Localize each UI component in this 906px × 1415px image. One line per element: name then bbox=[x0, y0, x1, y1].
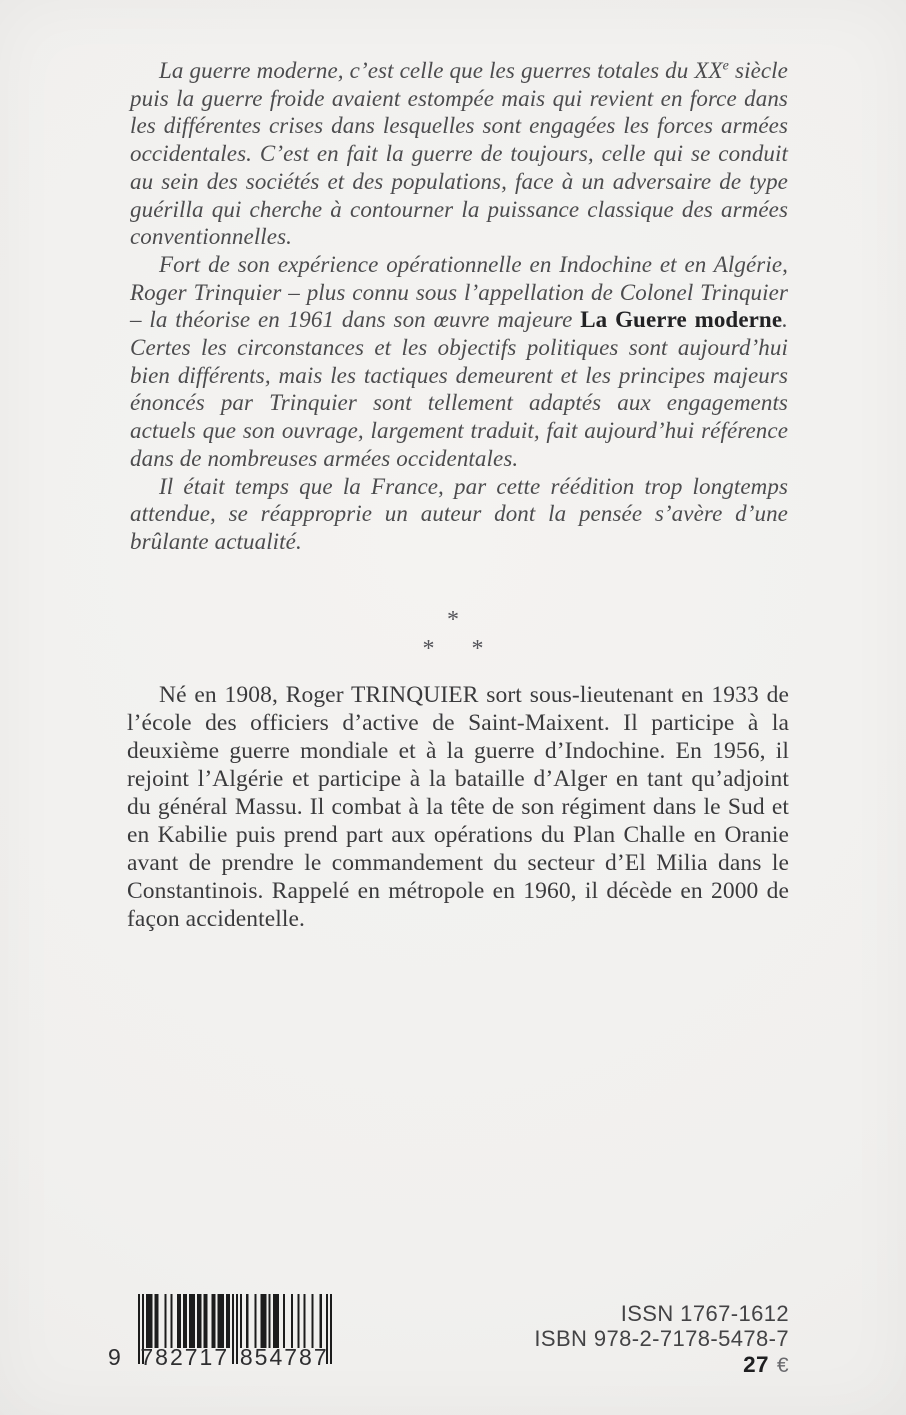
asterisk-icon: * bbox=[471, 636, 484, 662]
ean13-barcode bbox=[108, 1294, 334, 1372]
synopsis-paragraph-3: Il était temps que la France, par cette réédition trop longtemps attendue, se réapproprie un auteur dont la pensée s’avère d’une brûlante actualité. bbox=[130, 473, 788, 554]
paragraph-text: Fort de son expérience opérationnelle en Indochine et en Algérie, Roger Trinquier – plus connu sous l’appellation de Colonel Trinquier – la théorise en 1961 dans son œuvre majeure bbox=[130, 251, 788, 333]
barcode-right-group: 854787 bbox=[239, 1344, 329, 1370]
barcode-digits bbox=[108, 1344, 334, 1371]
paragraph-text: La guerre moderne, c’est celle que les guerres totales du XX bbox=[159, 58, 723, 83]
issn-number: ISSN 1767-1612 bbox=[620, 1301, 789, 1326]
asterisk-icon: * bbox=[422, 636, 435, 662]
euro-sign: € bbox=[776, 1354, 789, 1377]
barcode-lead-digit: 9 bbox=[108, 1344, 121, 1370]
price-value: 27 bbox=[743, 1352, 769, 1377]
isbn-number: ISBN 978-2-7178-5478-7 bbox=[534, 1325, 789, 1351]
synopsis-paragraph-1 bbox=[130, 57, 788, 251]
paragraph-text: siècle puis la guerre froide avaient estompée mais qui revient en force dans les différentes crises dans lesquelles sont engagées les forces armées occidentales. C’est en fait la guerre de toujours, celle qui se conduit au sein des sociétés et des populations, face à un adversaire de type guérilla qui cherche à contourner la puissance classique des armées conventionnelles. bbox=[130, 58, 788, 250]
superscript-e: e bbox=[722, 58, 729, 74]
asterisk-pair bbox=[422, 636, 484, 662]
asterisk-separator bbox=[0, 607, 906, 662]
asterisk-icon: * bbox=[447, 607, 459, 633]
synopsis-block bbox=[130, 57, 788, 556]
paragraph-text: . Certes les circonstances et les objectifs politiques sont aujourd’hui bien différents, mais les tactiques demeurent et les principes majeurs énoncés par Trinquier sont tellement adaptés aux engagements actuels que son ouvrage, largement traduit, fait aujourd’hui référence dans de nombreuses armées occidentales. bbox=[130, 307, 788, 471]
barcode-left-group: 782717 bbox=[140, 1344, 230, 1370]
biography-paragraph: Né en 1908, Roger TRINQUIER sort sous-lieutenant en 1933 de l’école des officiers d’active de Saint-Maixent. Il participe à la deuxième guerre mondiale et à la guerre d’Indochine. En 1956, il rejoint l’Algérie et participe à la bataille d’Alger en tant qu’adjoint du général Massu. Il combat à la tête de son régiment dans le Sud et en Kabilie puis prend part aux opérations du Plan Challe en Oranie avant de prendre le commandement du secteur d’El Milia dans le Constantinois. Rappelé en métropole en 1960, il décède en 2000 de façon accidentelle. bbox=[127, 682, 789, 932]
synopsis-paragraph-2 bbox=[130, 251, 788, 473]
price bbox=[534, 1353, 789, 1379]
book-title: La Guerre moderne bbox=[580, 307, 783, 333]
author-biography-block bbox=[127, 681, 789, 933]
imprint-block bbox=[534, 1302, 789, 1379]
